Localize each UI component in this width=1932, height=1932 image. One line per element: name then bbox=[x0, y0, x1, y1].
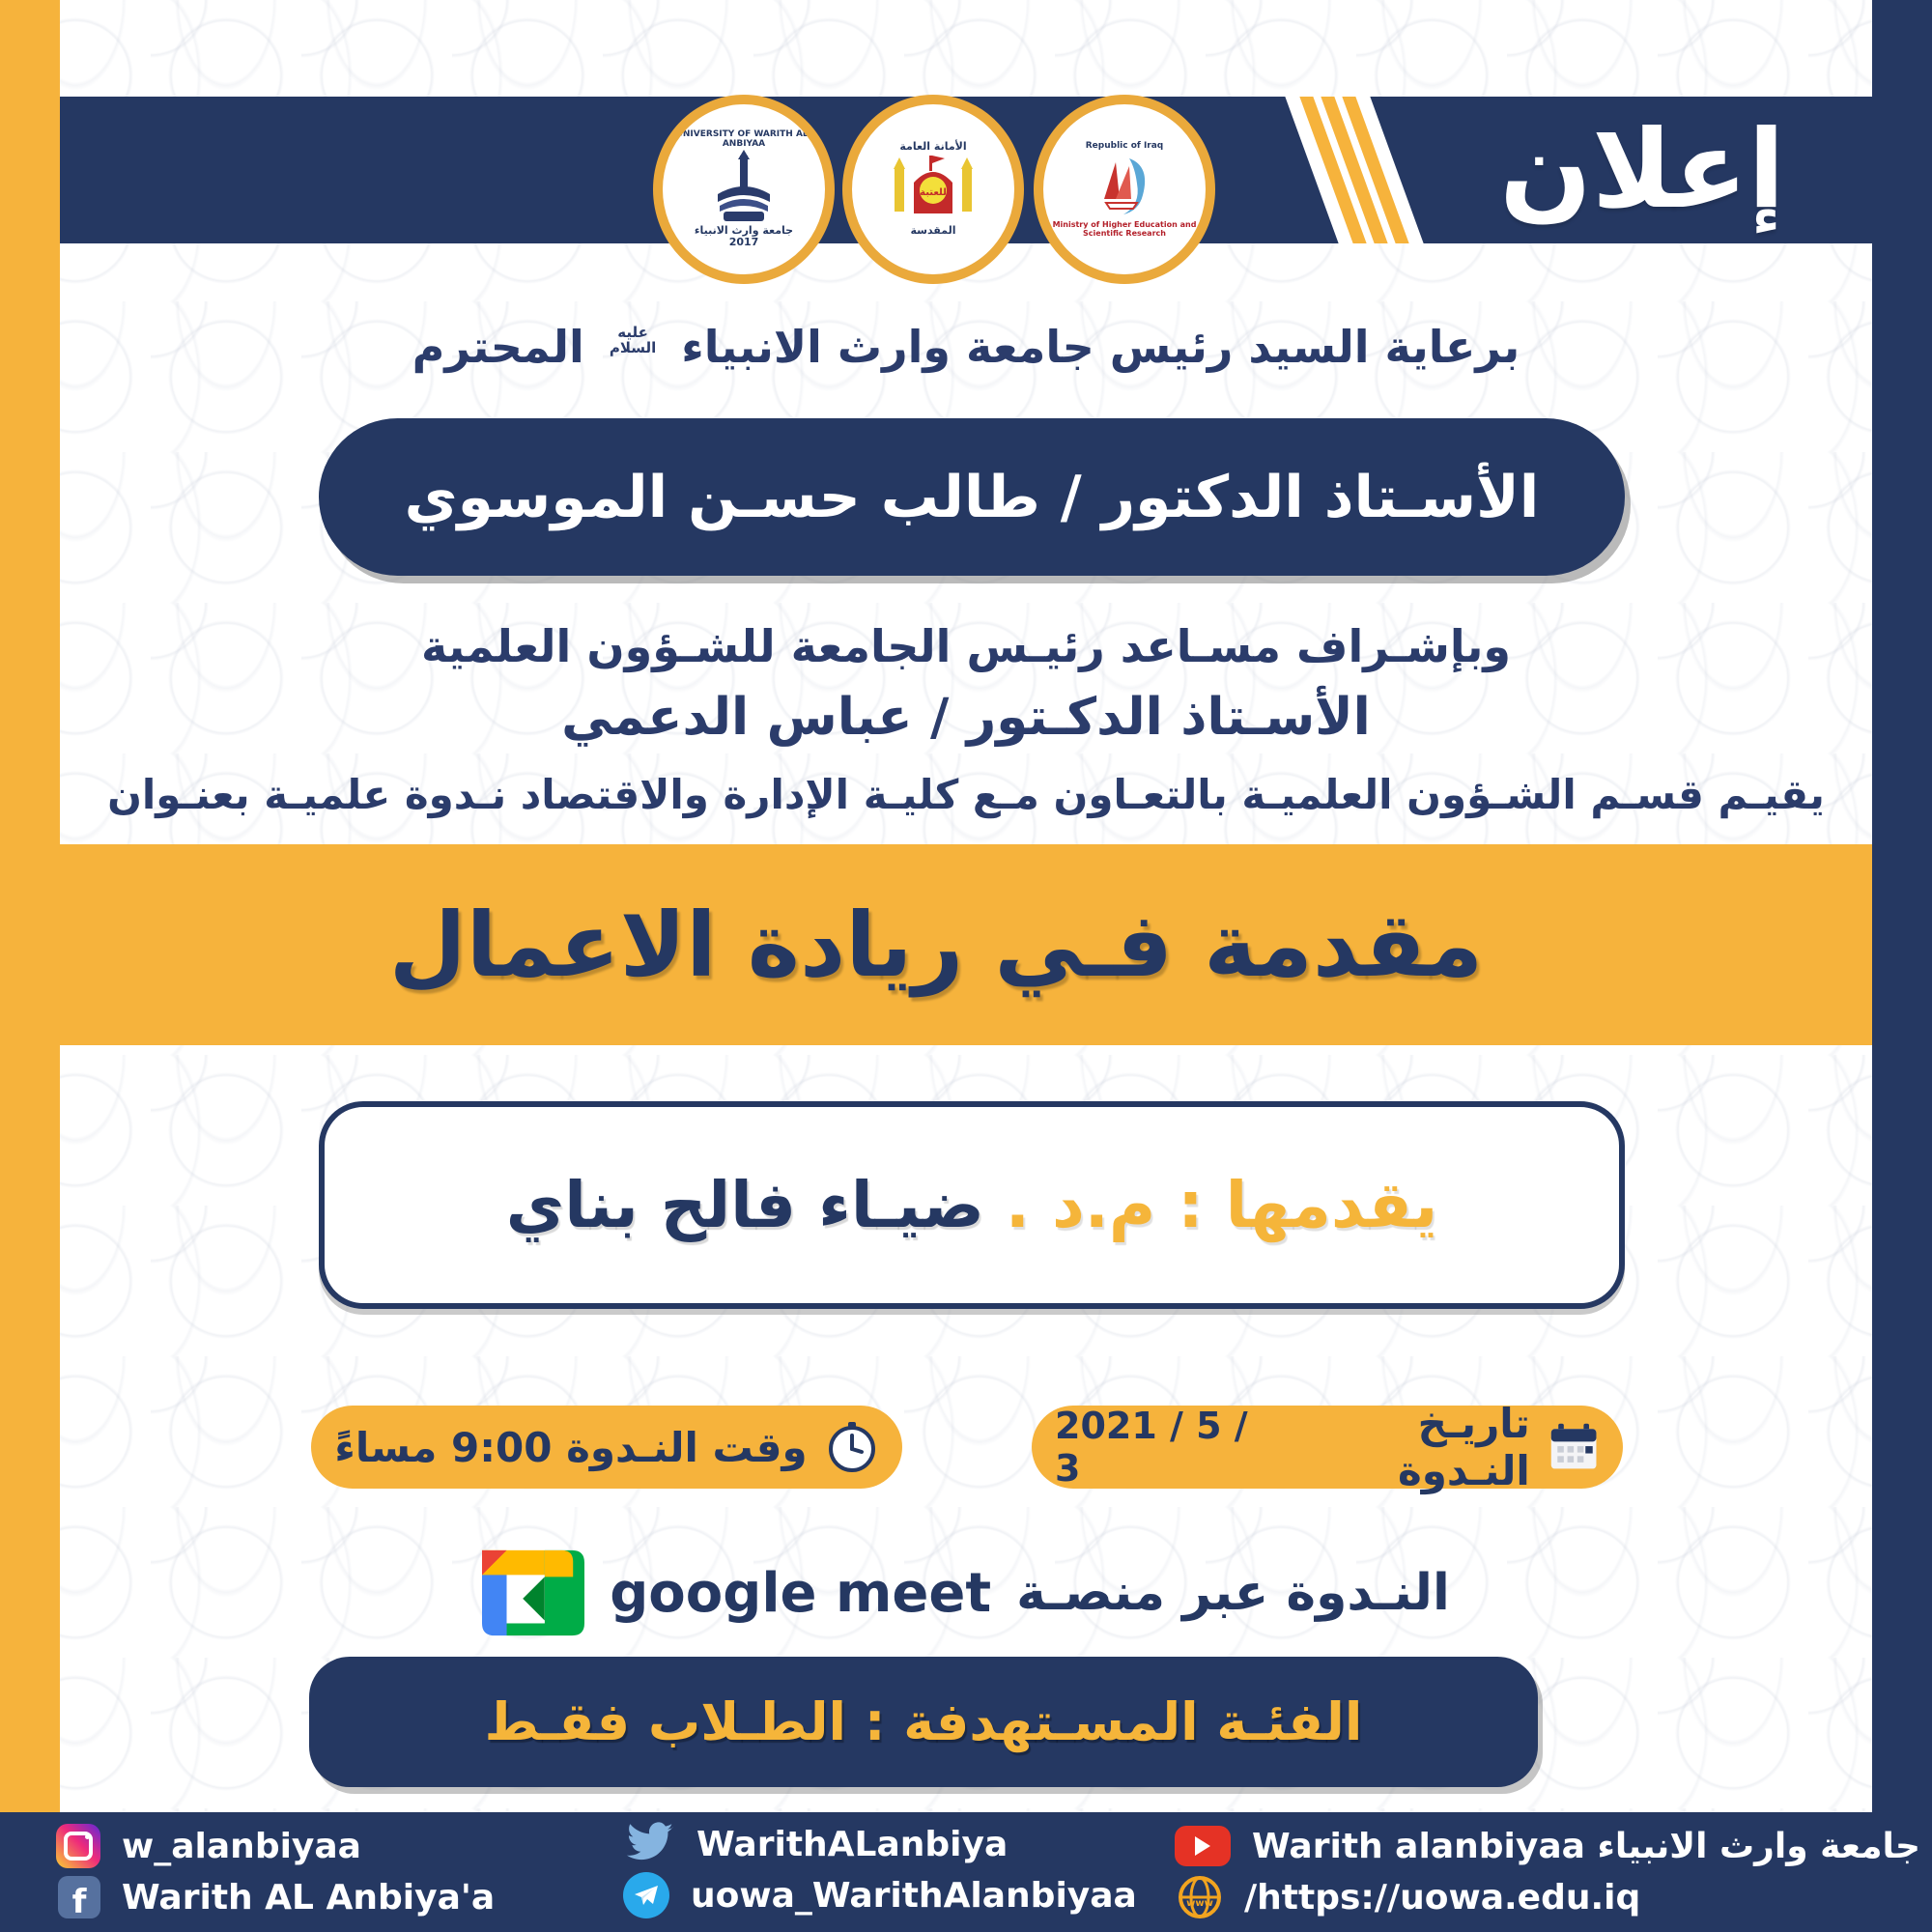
telegram-icon bbox=[623, 1872, 669, 1918]
sponsor-line bbox=[60, 321, 1872, 373]
twitter-handle: WarithALanbiya bbox=[696, 1824, 1009, 1864]
time-label: وقت النـدوة 9:00 مساءً bbox=[334, 1423, 808, 1471]
instagram-handle: w_alanbiyaa bbox=[122, 1826, 361, 1866]
target-audience-text: الفئـة المسـتهدفة : الطـلاب فقـط bbox=[484, 1691, 1363, 1752]
target-audience-band bbox=[309, 1657, 1538, 1787]
minaret-book-emblem bbox=[710, 150, 778, 225]
supervision-line: وبإشـراف مسـاعد رئيـس الجامعة للشـؤون العلمية bbox=[421, 620, 1511, 672]
website-link[interactable] bbox=[1177, 1874, 1640, 1920]
sponsor-suffix: المحترم bbox=[412, 321, 584, 373]
shrine-emblem bbox=[887, 154, 980, 225]
svg-text:www: www bbox=[1186, 1898, 1213, 1909]
presenter-label: يقدمها : م.د . bbox=[1005, 1168, 1438, 1242]
date-label: تاريـخ النـدوة bbox=[1397, 1400, 1530, 1494]
holy-shrine-secretariat-logo: الأمانة العامة للعتبة المقدسة bbox=[842, 95, 1024, 284]
footer-social-bar bbox=[0, 1812, 1932, 1932]
twitter-icon bbox=[623, 1822, 675, 1866]
president-name-pill bbox=[319, 418, 1625, 576]
website-url: /https://uowa.edu.iq bbox=[1244, 1877, 1641, 1918]
clock-icon bbox=[825, 1420, 879, 1474]
facebook-link[interactable] bbox=[58, 1876, 495, 1918]
svg-text:للعتبة: للعتبة bbox=[920, 187, 947, 198]
supervisor-name: الأسـتاذ الدكـتور / عباس الدعمي bbox=[561, 688, 1371, 747]
organizer-line: يقيـم قسـم الشـؤون العلميـة بالتعـاون مـع كليـة الإدارة والاقتصاد نـدوة علميـة بعنـوان bbox=[107, 771, 1825, 818]
youtube-handle: Warith alanbiyaa جامعة وارث الانبياء bbox=[1252, 1826, 1921, 1866]
facebook-icon: f bbox=[58, 1876, 100, 1918]
date-value: 2021 / 5 / 3 bbox=[1055, 1405, 1248, 1490]
seminar-title-band bbox=[0, 844, 1872, 1045]
platform-arabic-text: النـدوة عبر منصـة bbox=[1016, 1564, 1450, 1622]
seminar-time-pill bbox=[311, 1406, 902, 1489]
announcement-title: إعلان bbox=[1499, 107, 1785, 233]
twitter-link[interactable] bbox=[623, 1822, 1008, 1866]
university-warith-alanbiyaa-logo: UNIVERSITY OF WARITH AL-ANBIYAA جامعة وارث الانبياء 2017 bbox=[653, 95, 835, 284]
instagram-link[interactable] bbox=[56, 1824, 361, 1868]
honorific-alayhi-salam: عليه السلام bbox=[609, 323, 657, 356]
ministry-higher-education-logo: Republic of Iraq Ministry of Higher Education and Scientific Research bbox=[1034, 95, 1215, 284]
platform-latin-text: google meet bbox=[610, 1561, 992, 1625]
seminar-date-pill bbox=[1032, 1400, 1623, 1494]
ministry-emblem bbox=[1087, 151, 1162, 220]
seminar-title: مقدمة فـي ريادة الاعمال bbox=[388, 893, 1484, 997]
youtube-icon bbox=[1175, 1826, 1231, 1866]
president-name: الأسـتاذ الدكتور / طالب حسـن الموسوي bbox=[404, 463, 1540, 531]
platform-row bbox=[290, 1536, 1642, 1650]
presenter-name: ضيـاء فالح بناي bbox=[505, 1168, 984, 1242]
facebook-handle: Warith AL Anbiya'a bbox=[122, 1877, 496, 1918]
sponsor-prefix: برعاية السيد رئيس جامعة وارث الانبياء bbox=[681, 321, 1520, 373]
telegram-handle: uowa_WarithAlanbiyaa bbox=[691, 1875, 1137, 1916]
google-meet-icon bbox=[482, 1549, 584, 1636]
presenter-box bbox=[319, 1101, 1625, 1309]
youtube-link[interactable] bbox=[1175, 1826, 1920, 1866]
telegram-link[interactable] bbox=[623, 1872, 1137, 1918]
calendar-icon bbox=[1548, 1420, 1600, 1474]
right-accent-stripe bbox=[1872, 0, 1932, 1812]
left-accent-stripe bbox=[0, 0, 60, 1812]
website-globe-icon bbox=[1177, 1874, 1223, 1920]
instagram-icon bbox=[56, 1824, 100, 1868]
